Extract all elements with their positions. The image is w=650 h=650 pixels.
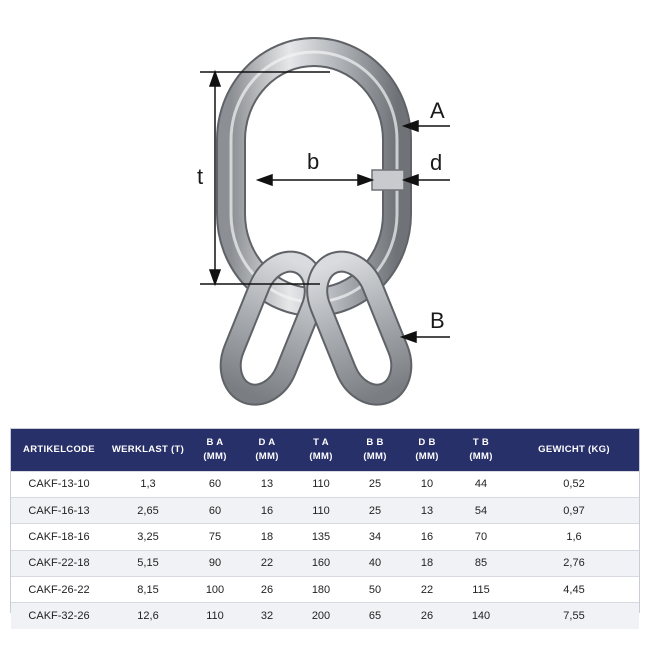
label-a: A (430, 98, 445, 123)
column-header-line1: B B (366, 436, 384, 448)
table-cell: 140 (453, 603, 509, 629)
table-cell: 22 (241, 550, 293, 576)
table-cell: 16 (401, 524, 453, 550)
column-header-line1: T B (472, 436, 490, 448)
column-header (107, 429, 189, 471)
table-cell: 13 (241, 471, 293, 497)
table-cell: 65 (349, 603, 401, 629)
specification-table-wrapper (10, 428, 640, 623)
column-header (293, 429, 349, 471)
table-cell: 135 (293, 524, 349, 550)
label-d: d (430, 150, 443, 175)
table-cell: 50 (349, 577, 401, 603)
table-cell: 2,76 (509, 550, 639, 576)
column-header-line1: B A (206, 436, 224, 448)
table-cell: 60 (189, 497, 241, 523)
table-cell: 1,3 (107, 471, 189, 497)
table-cell: 10 (401, 471, 453, 497)
table-cell: 18 (401, 550, 453, 576)
table-cell: 160 (293, 550, 349, 576)
column-header (509, 429, 639, 471)
table-cell: 26 (241, 577, 293, 603)
label-t: t (197, 164, 204, 189)
column-header (241, 429, 293, 471)
table-cell: 70 (453, 524, 509, 550)
table-cell: 200 (293, 603, 349, 629)
table-cell: 2,65 (107, 497, 189, 523)
table-cell: 180 (293, 577, 349, 603)
label-b-link: B (430, 308, 445, 333)
table-cell: 16 (241, 497, 293, 523)
table-cell: 4,45 (509, 577, 639, 603)
column-header (349, 429, 401, 471)
table-cell: 5,15 (107, 550, 189, 576)
specification-table (11, 429, 639, 629)
table-cell: CAKF-22-18 (11, 550, 107, 576)
table-row (11, 603, 639, 629)
table-row (11, 497, 639, 523)
table-row (11, 471, 639, 497)
sub-link-right (307, 253, 411, 404)
label-b: b (307, 149, 320, 174)
column-header-line2: (MM) (203, 450, 227, 462)
table-cell: 0,97 (509, 497, 639, 523)
table-cell: CAKF-26-22 (11, 577, 107, 603)
table-cell: 100 (189, 577, 241, 603)
table-cell: 8,15 (107, 577, 189, 603)
table-cell: CAKF-16-13 (11, 497, 107, 523)
column-header-line2: (MM) (469, 450, 493, 462)
table-cell: 110 (189, 603, 241, 629)
table-cell: 18 (241, 524, 293, 550)
table-cell: 54 (453, 497, 509, 523)
table-row (11, 577, 639, 603)
table-cell: CAKF-13-10 (11, 471, 107, 497)
table-cell: 115 (453, 577, 509, 603)
table-cell: 26 (401, 603, 453, 629)
column-header-line1: WERKLAST (T) (111, 443, 185, 455)
table-cell: 7,55 (509, 603, 639, 629)
table-cell: 1,6 (509, 524, 639, 550)
column-header-line1: D B (418, 436, 436, 448)
table-cell: 32 (241, 603, 293, 629)
pointer-b (402, 332, 450, 342)
table-cell: 75 (189, 524, 241, 550)
column-header (189, 429, 241, 471)
column-header-line1: GEWICHT (KG) (538, 443, 610, 455)
column-header-line2: (MM) (363, 450, 387, 462)
table-cell: 13 (401, 497, 453, 523)
column-header (401, 429, 453, 471)
table-header-row (11, 429, 639, 471)
table-cell: 90 (189, 550, 241, 576)
table-cell: 110 (293, 497, 349, 523)
table-cell: 85 (453, 550, 509, 576)
column-header-line1: D A (258, 436, 276, 448)
column-header-line2: (MM) (309, 450, 333, 462)
table-cell: 110 (293, 471, 349, 497)
table-body (11, 471, 639, 629)
column-header-line2: (MM) (255, 450, 279, 462)
table-cell: CAKF-18-16 (11, 524, 107, 550)
table-cell: 22 (401, 577, 453, 603)
table-cell: 3,25 (107, 524, 189, 550)
table-cell: 25 (349, 497, 401, 523)
column-header-line2: (MM) (415, 450, 439, 462)
table-cell: 25 (349, 471, 401, 497)
column-header (11, 429, 107, 471)
table-cell: CAKF-32-26 (11, 603, 107, 629)
table-row (11, 550, 639, 576)
table-cell: 0,52 (509, 471, 639, 497)
column-header (453, 429, 509, 471)
column-header-line1: T A (313, 436, 329, 448)
column-header-line1: ARTIKELCODE (23, 443, 95, 455)
table-cell: 44 (453, 471, 509, 497)
table-cell: 34 (349, 524, 401, 550)
table-cell: 60 (189, 471, 241, 497)
table-cell: 40 (349, 550, 401, 576)
dimension-b (258, 175, 372, 185)
table-cell: 12,6 (107, 603, 189, 629)
table-row (11, 524, 639, 550)
